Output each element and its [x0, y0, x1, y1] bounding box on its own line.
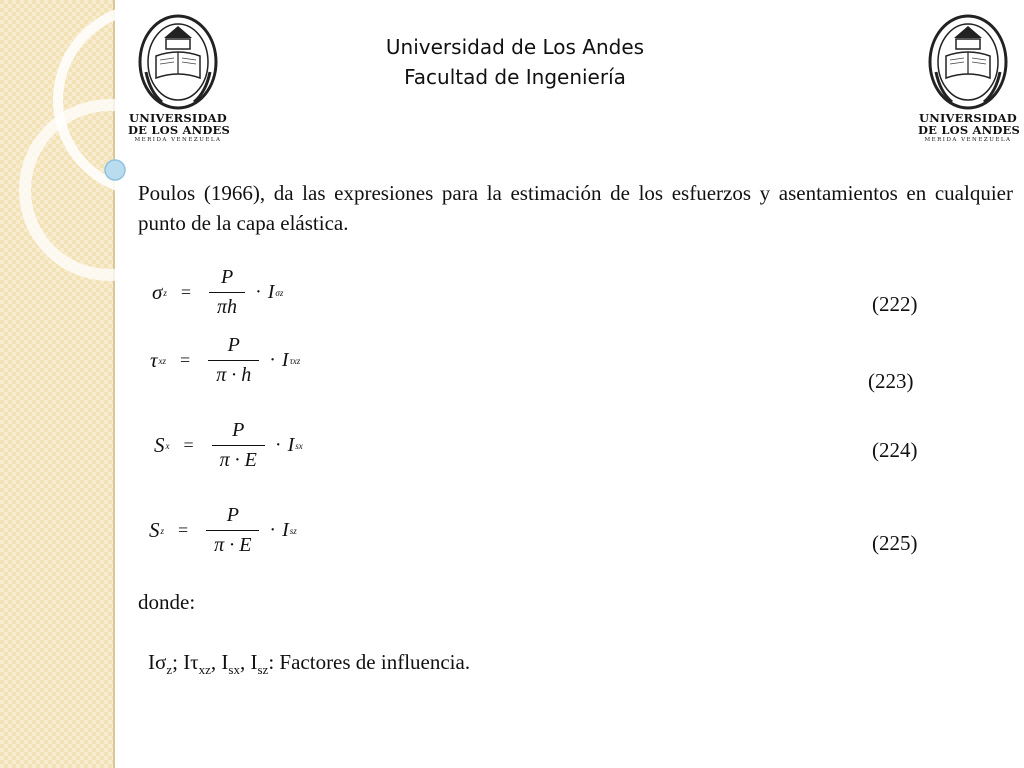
fraction	[212, 419, 265, 472]
equation-number-222: (222)	[872, 292, 918, 316]
intro-paragraph: Poulos (1966), da las expresiones para la estimación de los esfuerzos y asentamientos en cualquier punto de la capa elástica.	[138, 181, 1013, 235]
university-name: Universidad de Los Andes	[385, 35, 645, 59]
influence-factor-sub: τxz	[289, 355, 301, 366]
dot-operator: ·	[274, 434, 282, 456]
influence-factor: I	[287, 434, 295, 456]
equals-sign: =	[180, 282, 192, 302]
donde-label: donde:	[138, 590, 196, 614]
eq-lhs: S	[149, 518, 160, 542]
equation-number-223: (223)	[868, 369, 914, 393]
fraction-denominator: π · h	[208, 360, 259, 387]
logo-city: MERIDA VENEZUELA	[134, 137, 222, 143]
seal-icon	[922, 12, 1014, 112]
fraction-numerator: P	[220, 266, 234, 288]
eq-lhs-sub: z	[163, 287, 167, 298]
fraction	[209, 266, 245, 319]
fraction-denominator: πh	[209, 292, 245, 319]
equation-number-225: (225)	[872, 531, 918, 555]
eq-lhs-sub: z	[160, 525, 165, 536]
factor-part: , I	[239, 650, 258, 674]
equation-223	[150, 334, 300, 387]
university-logo-right	[918, 12, 1021, 152]
dot-operator: ·	[269, 349, 276, 371]
university-logo-left	[128, 12, 231, 152]
decorative-circles	[0, 0, 140, 320]
factor-sub: xz	[198, 662, 211, 677]
influence-factor: I	[281, 349, 289, 371]
factor-description: : Factores de influencia.	[268, 650, 471, 674]
seal-icon	[132, 12, 224, 112]
eq-lhs-sub: x	[165, 440, 170, 451]
fraction	[206, 504, 259, 557]
factor-sub: sz	[257, 662, 269, 677]
header	[300, 32, 730, 92]
fraction	[208, 334, 259, 387]
equation-224	[154, 419, 303, 472]
logo-name-line2: DE LOS ANDES	[128, 123, 231, 137]
equals-sign: =	[180, 350, 191, 370]
logo-name-line2: DE LOS ANDES	[918, 123, 1021, 137]
factor-part: Iσ	[148, 650, 167, 674]
equals-sign: =	[178, 520, 189, 540]
influence-factor-sub: σz	[275, 287, 284, 298]
equation-number-224: (224)	[872, 438, 918, 462]
equation-222	[152, 266, 283, 319]
fraction-numerator: P	[226, 504, 239, 526]
fraction-numerator: P	[232, 419, 245, 441]
influence-factor-sub: sx	[295, 440, 303, 451]
influence-factors-line	[148, 650, 470, 678]
eq-lhs: τ	[150, 348, 158, 372]
eq-lhs: σ	[152, 280, 163, 304]
fraction-denominator: π · E	[212, 445, 265, 472]
faculty-name: Facultad de Ingeniería	[404, 65, 626, 89]
factor-part: , I	[210, 650, 229, 674]
factor-sub: sx	[228, 662, 240, 677]
eq-lhs-sub: xz	[158, 355, 167, 366]
logo-name-line1: UNIVERSIDAD	[919, 111, 1017, 125]
influence-factor: I	[267, 281, 275, 303]
logo-city: MERIDA VENEZUELA	[924, 137, 1012, 143]
influence-factor-sub: sz	[289, 525, 297, 536]
dot-operator: ·	[269, 519, 277, 541]
logo-name-line1: UNIVERSIDAD	[129, 111, 227, 125]
fraction-denominator: π · E	[206, 530, 259, 557]
influence-factor: I	[282, 519, 289, 541]
factor-part: ; Iτ	[172, 650, 199, 674]
equation-225	[149, 504, 297, 557]
eq-lhs: S	[154, 433, 165, 457]
dot-operator: ·	[255, 281, 262, 303]
factor-sub: z	[166, 662, 173, 677]
fraction-numerator: P	[227, 334, 240, 356]
equals-sign: =	[183, 435, 194, 455]
